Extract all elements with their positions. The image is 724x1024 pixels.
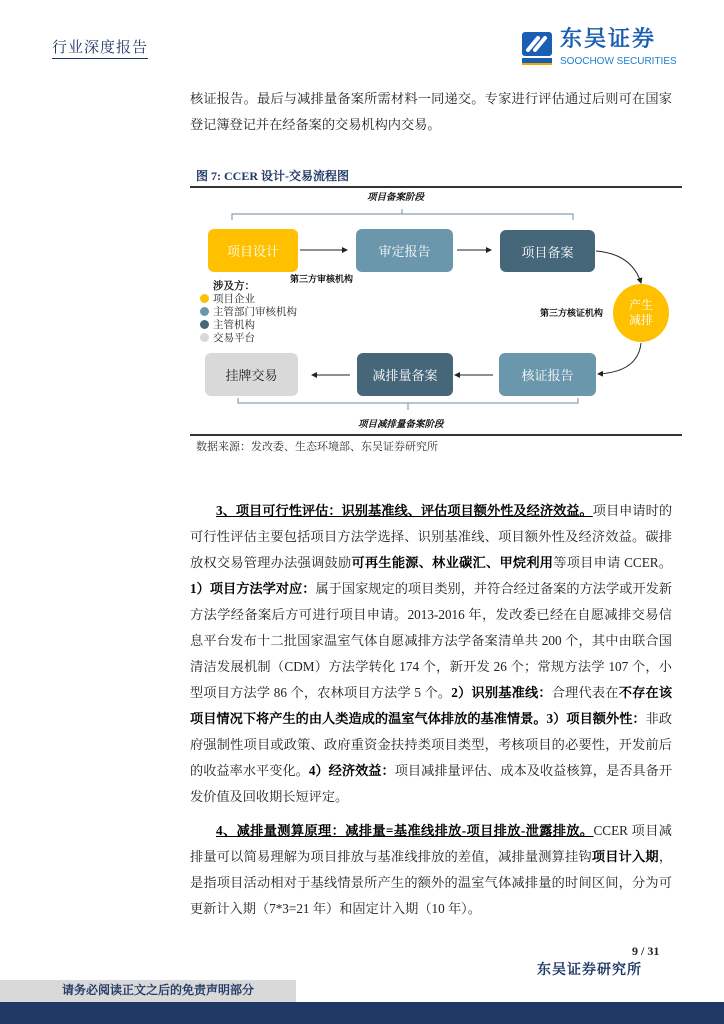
box-project-registration: 项目备案 [500, 230, 595, 272]
page-number: 9 / 31 [632, 944, 660, 958]
legend [200, 280, 297, 345]
disclaimer-text: 请务必阅读正文之后的免责声明部分 [62, 983, 255, 997]
footer-bar [0, 1002, 724, 1024]
top-stage-label: 项目备案阶段 [367, 192, 425, 203]
legend-dot-icon [200, 294, 209, 303]
legend-item: 主管机构 [200, 319, 297, 332]
institute-name: 东吴证券研究所 [537, 963, 642, 978]
bottom-stage-label: 项目减排量备案阶段 [358, 419, 444, 430]
report-type: 行业深度报告 [52, 36, 148, 59]
body-text [190, 498, 672, 922]
box-project-design: 项目设计 [208, 229, 298, 272]
paragraph-calculation: 4、减排量测算原理：减排量=基准线排放-项目排放-泄露排放。CCER 项目减排量可以简易理解为项目排放与基准线排放的差值，减排量测算挂钩项目计入期，是指项目活动相对于基线情景所产生的额外的温室气体减排量的时间区间，分为可更新计入期（7*3=21 年）和固定计入期（10 年）。 [190, 823, 673, 916]
figure-source: 数据来源：发改委、生态环境部、东吴证券研究所 [196, 441, 438, 453]
figure-bottom-rule [190, 434, 682, 436]
third-party-review-label: 第三方审核机构 [290, 275, 354, 285]
circle-generate-reduction: 产生减排 [613, 284, 669, 342]
logo-chinese: 东吴证券 [560, 27, 657, 52]
third-party-verify-label: 第三方核证机构 [540, 309, 604, 319]
box-listing-trading: 挂牌交易 [205, 353, 298, 396]
box-reduction-filing: 减排量备案 [357, 353, 453, 396]
legend-item: 项目企业 [200, 293, 297, 306]
legend-dot-icon [200, 307, 209, 316]
logo-english: SOOCHOW SECURITIES [560, 56, 677, 67]
box-verification-report: 核证报告 [499, 353, 596, 396]
disclaimer-banner [0, 980, 296, 1002]
intro-paragraph: 核证报告。最后与减排量备案所需材料一同递交。专家进行评估通过后则可在国家登记簿登记并在经备案的交易机构内交易。 [190, 91, 672, 132]
legend-item: 主管部门审核机构 [200, 306, 297, 319]
legend-item: 交易平台 [200, 332, 297, 345]
box-validation-report: 审定报告 [356, 229, 453, 272]
legend-dot-icon [200, 320, 209, 329]
paragraph-feasibility: 3、项目可行性评估：识别基准线、评估项目额外性及经济效益。项目申请时的可行性评估主要包括项目方法学选择、识别基准线、项目额外性及经济效益。碳排放权交易管理办法强调鼓励可再生能源、林业碳汇、甲烷利用等项目申请 CCER。1）项目方法学对应：属于国家规定的项目类别，并符合经过备案的方法学或开发新方法学经备案后方可进行项目申请。2013-2016 年，发改委已经在自愿减排交易信息平台发布十二批国家温室气体自愿减排方法学备案清单共 200 个，其中由联合国清洁发展机制（CDM）方法学转化 174 个，新开发 26 个；常规方法学 107 个，小型项目方法学 86 个，农林项目方法学 5 个。2）识别基准线：合理代表在不存在该项目情况下将产生的由人类造成的温室气体排放的基准情景。3）项目额外性：非政府强制性项目或政策、政府重资金扶持类项目类型，考核项目的必要性，开发前后的收益率水平变化。4）经济效益：项目减排量评估、成本及收益核算，是否具备开发价值及回收期长短评定。 [190, 503, 673, 804]
flow-diagram [0, 0, 724, 440]
legend-dot-icon [200, 333, 209, 342]
figure-title: 图 7: CCER 设计-交易流程图 [196, 169, 349, 183]
legend-title: 涉及方： [213, 280, 255, 292]
